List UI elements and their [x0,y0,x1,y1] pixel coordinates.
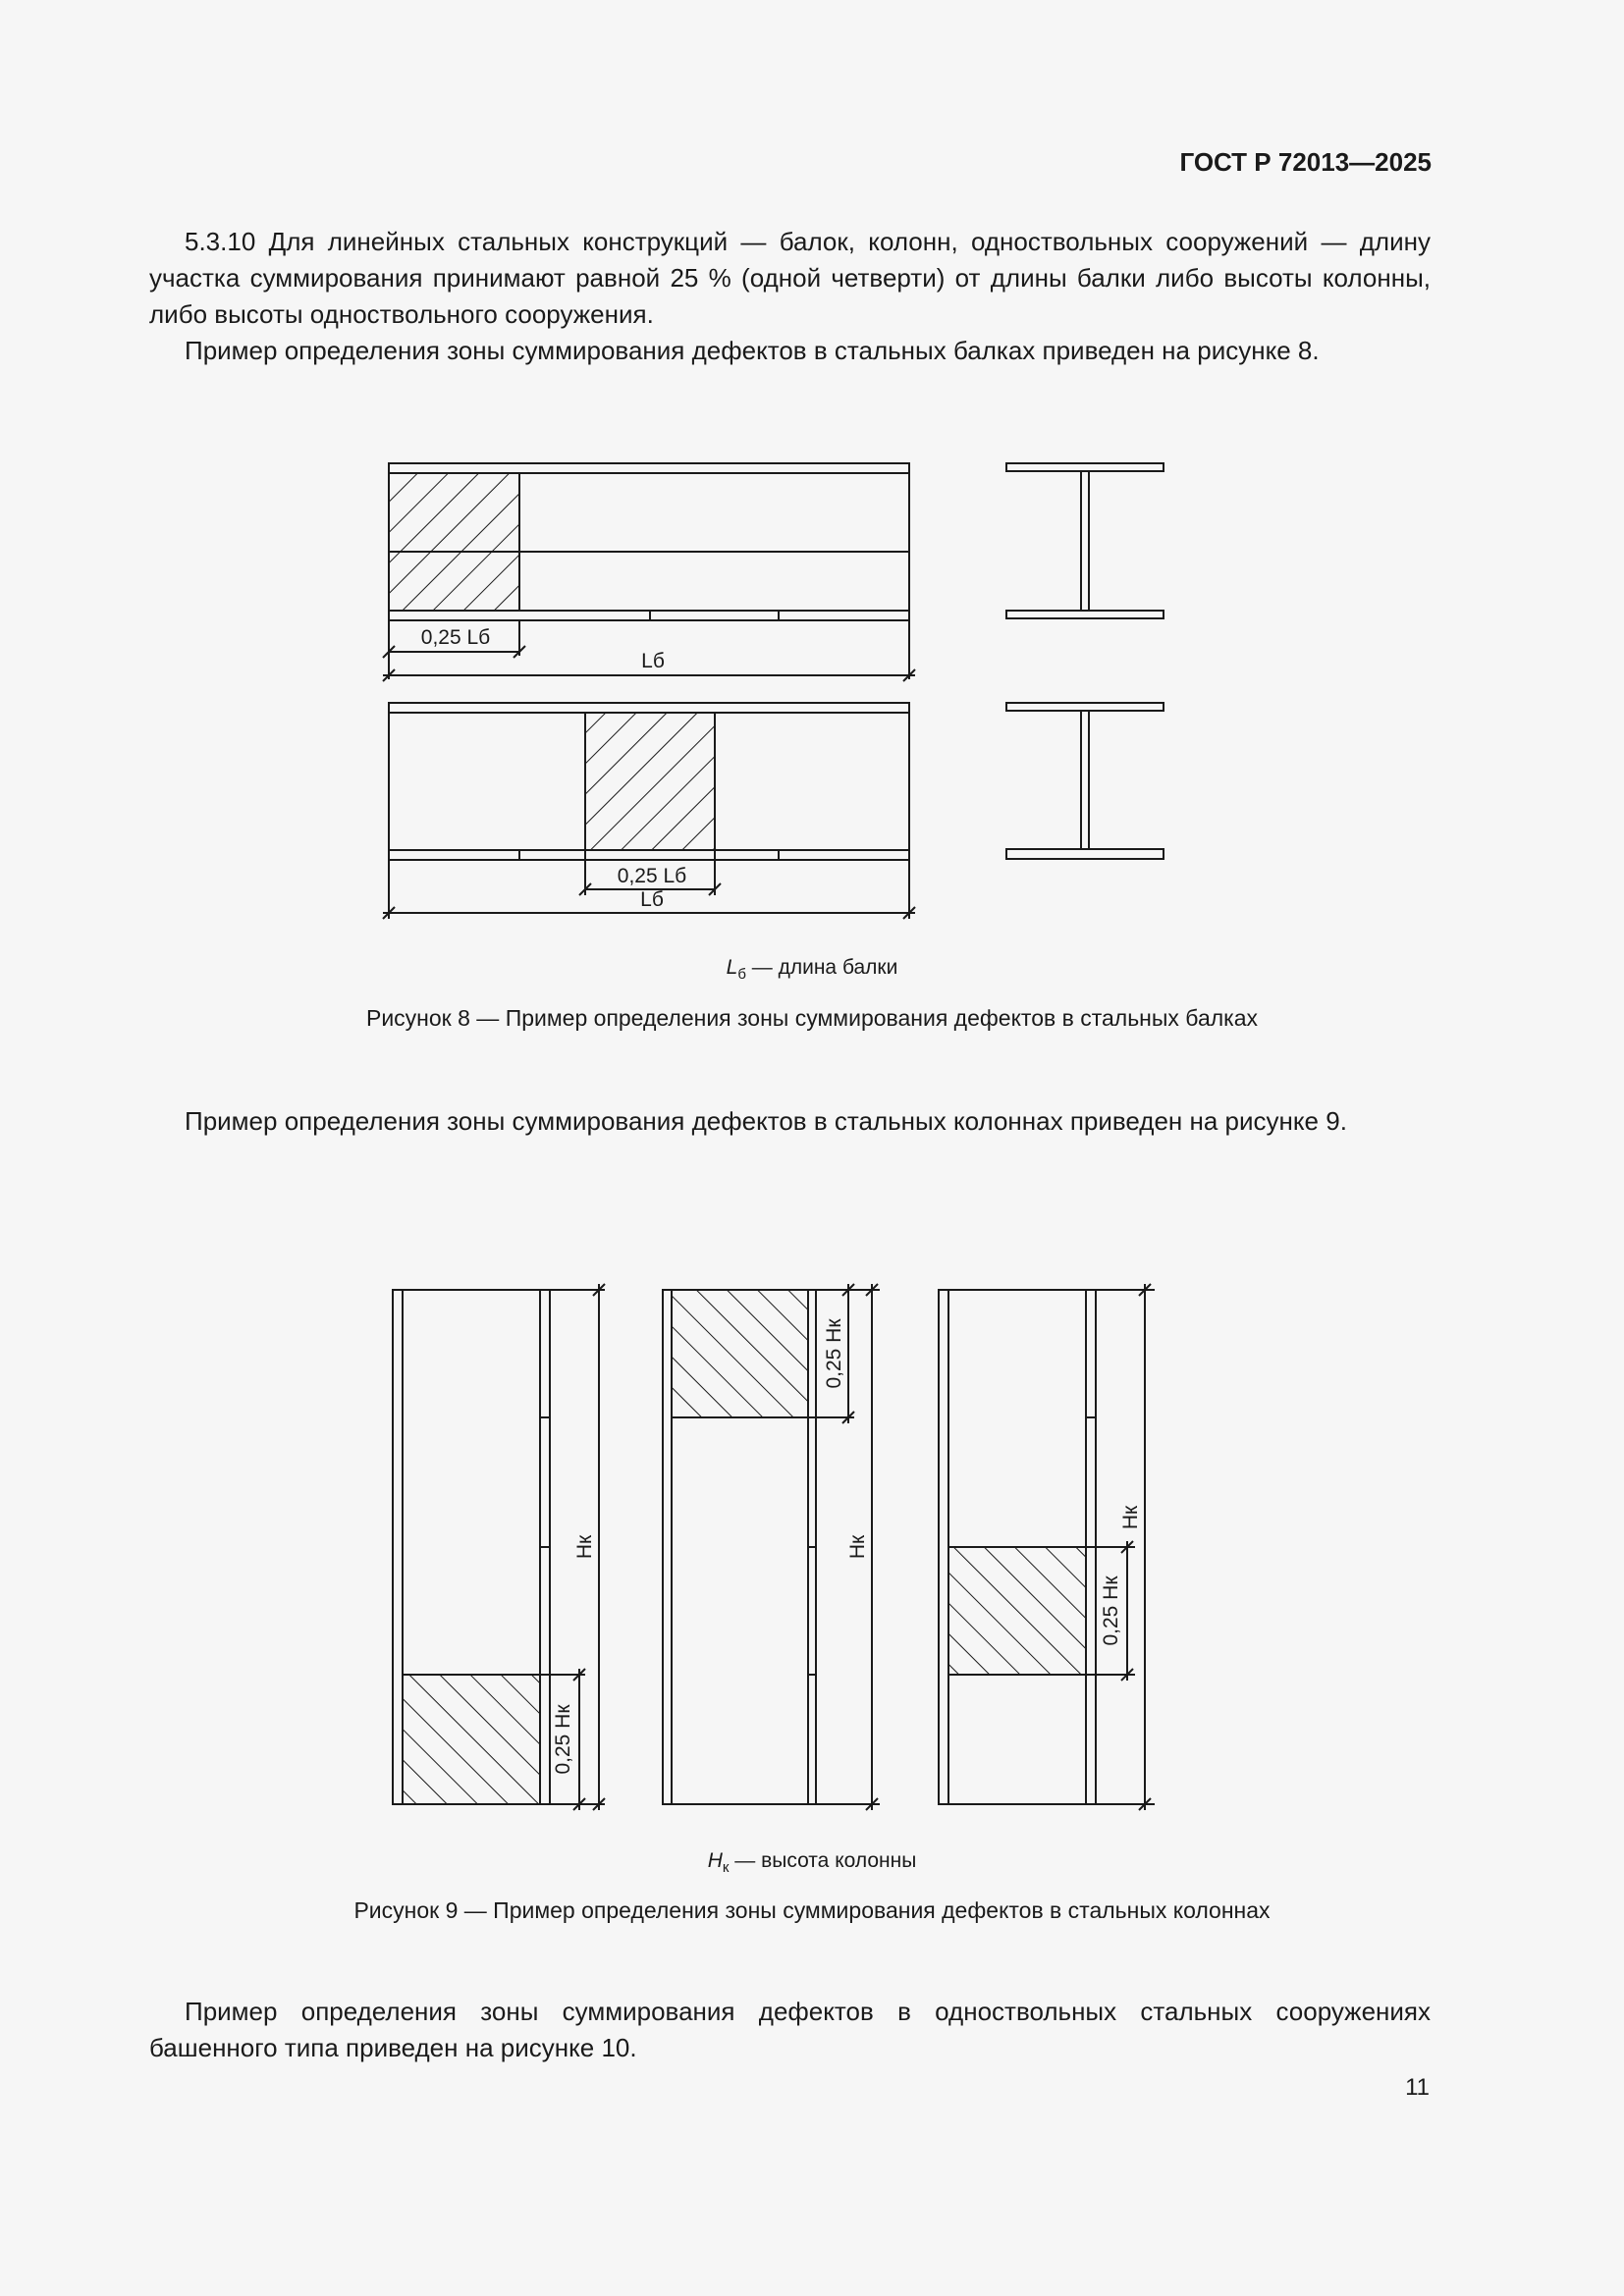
column-1-quarter-label: 0,25 Hк [552,1704,574,1775]
column-1-summation-zone [403,1675,540,1804]
column-3-elevation [939,1290,1096,1804]
beam-2-quarter-label: 0,25 Lб [617,865,687,887]
beam-2-length-label: Lб [640,888,664,911]
column-1-elevation [393,1290,550,1804]
column-3-height-label: Hк [1119,1505,1142,1530]
beam-2-elevation [389,703,909,860]
paragraph-fig8-intro-text: Пример определения зоны суммирования дефектов в стальных балках приведен на рисунке 8. [185,336,1320,365]
beam-2-summation-zone [585,713,715,850]
beam-2-cross-section [1006,703,1164,859]
figure-8-beams [0,432,1624,942]
figure-9-legend [0,1849,1624,1876]
column-2-elevation [663,1290,816,1804]
paragraph-fig9-intro [149,1103,1431,1140]
column-1-height-label: Hк [573,1534,596,1560]
paragraph-5-3-10 [149,224,1431,333]
beam-1-elevation [389,463,909,620]
legend-symbol: H [707,1849,723,1872]
column-2-summation-zone [672,1290,808,1417]
figure-9-caption: Рисунок 9 — Пример определения зоны суммирования дефектов в стальных колоннах [353,1897,1271,1923]
paragraph-fig9-intro-text: Пример определения зоны суммирования дефектов в стальных колоннах приведен на рисунке 9. [185,1106,1347,1136]
paragraph-fig8-intro [149,333,1431,369]
beam-1-summation-zone [389,473,519,611]
legend-text: — длина балки [745,956,898,979]
column-2-height-label: Hк [846,1534,869,1560]
beam-1-length-label: Lб [641,650,665,672]
paragraph-fig10-intro [149,1994,1431,2066]
column-3-summation-zone [948,1547,1086,1675]
beam-1-quarter-label: 0,25 Lб [420,626,491,649]
legend-symbol: L [726,956,738,979]
document-code: ГОСТ Р 72013—2025 [1179,147,1432,177]
column-3-dimensions [1096,1284,1155,1810]
figure-9-columns [0,1266,1624,1836]
paragraph-fig10-intro-text: Пример определения зоны суммирования дефектов в одноствольных стальных сооружениях башенного типа приведен на рисунке 10. [149,1997,1431,2062]
beam-1-cross-section [1006,463,1164,618]
column-2-quarter-label: 0,25 Hк [823,1318,845,1389]
figure-8-caption: Рисунок 8 — Пример определения зоны суммирования дефектов в стальных балках [365,1005,1259,1031]
paragraph-5-3-10-text: 5.3.10 Для линейных стальных конструкций — балок, колонн, одноствольных сооружений — длину участка суммирования принимают равной 25 % (одной четверти) от длины балки либо высоты колонны, либо высоты одноствольного сооружения. [149,227,1431,329]
legend-subscript: к [722,1859,730,1877]
figure-8-legend [0,956,1624,983]
column-3-quarter-label: 0,25 Hк [1100,1575,1122,1646]
legend-subscript: б [737,966,746,984]
legend-text: — высота колонны [729,1849,917,1872]
page-number: 11 [1405,2074,1430,2101]
